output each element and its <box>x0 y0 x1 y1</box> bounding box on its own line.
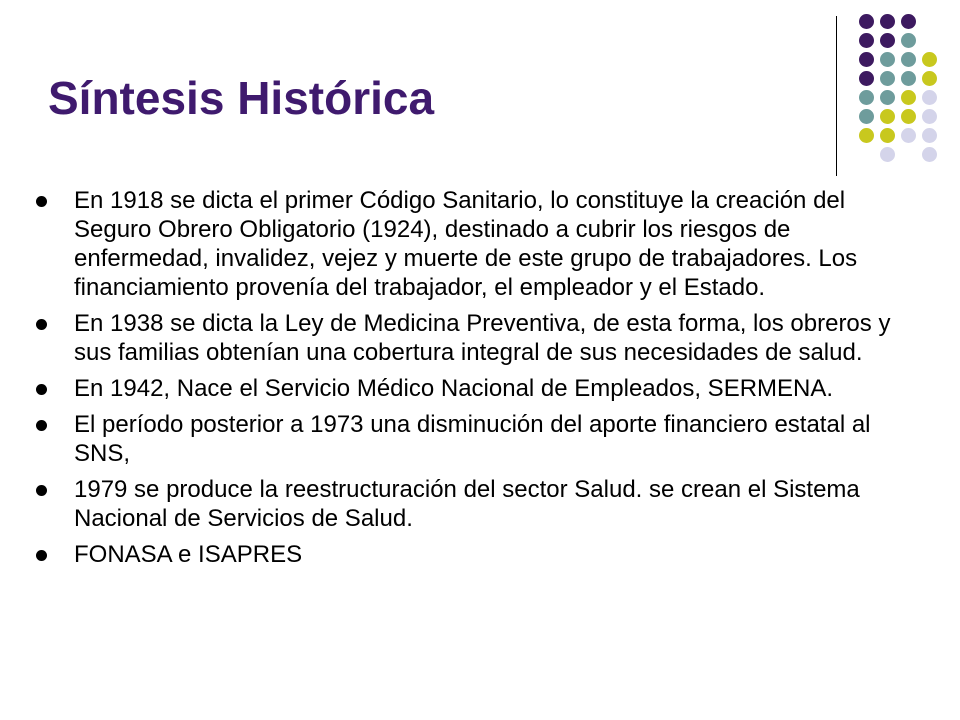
list-item <box>34 186 914 302</box>
decorative-dot-icon <box>901 33 916 48</box>
bullet-text: El período posterior a 1973 una disminución del aporte financiero estatal al SNS, <box>74 411 871 467</box>
bullet-dot-icon <box>36 420 47 431</box>
decorative-dot-icon <box>859 71 874 86</box>
decorative-dot-icon <box>901 52 916 67</box>
decorative-dot-icon <box>922 90 937 105</box>
decorative-dot-icon <box>859 109 874 124</box>
decorative-dot-icon <box>880 52 895 67</box>
decorative-dot-icon <box>922 52 937 67</box>
decorative-dot-icon <box>859 52 874 67</box>
decorative-dot-icon <box>880 90 895 105</box>
decorative-dot-icon <box>901 90 916 105</box>
decorative-dot-icon <box>901 14 916 29</box>
slide-title: Síntesis Histórica <box>48 72 435 124</box>
vertical-divider <box>836 16 837 176</box>
list-item <box>34 475 914 533</box>
decorative-dot-icon <box>880 109 895 124</box>
decorative-dot-icon <box>859 128 874 143</box>
bullet-text: En 1918 se dicta el primer Código Sanitario, lo constituye la creación del Seguro Obrero Obligatorio (1924), destinado a cubrir los riesgos de enfermedad, invalidez, vejez y muerte de este grupo de trabajadores. Los financiamiento provenía del trabajador, el empleador y el Estado. <box>74 187 858 301</box>
decorative-dot-icon <box>880 14 895 29</box>
decorative-dot-icon <box>859 90 874 105</box>
bullet-dot-icon <box>36 550 47 561</box>
bullet-dot-icon <box>36 384 47 395</box>
decorative-dot-icon <box>922 128 937 143</box>
bullet-dot-icon <box>36 196 47 207</box>
decorative-dot-icon <box>859 14 874 29</box>
decorative-dot-icon <box>901 71 916 86</box>
bullet-text: FONASA e ISAPRES <box>74 541 303 568</box>
list-item <box>34 374 914 403</box>
decorative-dot-icon <box>880 71 895 86</box>
decorative-dot-icon <box>922 147 937 162</box>
list-item <box>34 309 914 367</box>
decorative-dot-icon <box>922 109 937 124</box>
decorative-dot-icon <box>901 109 916 124</box>
decorative-dot-icon <box>880 147 895 162</box>
decorative-dot-icon <box>859 33 874 48</box>
list-item <box>34 410 914 468</box>
bullet-dot-icon <box>36 485 47 496</box>
decorative-dot-icon <box>880 33 895 48</box>
bullet-text: 1979 se produce la reestructuración del sector Salud. se crean el Sistema Nacional de Servicios de Salud. <box>74 476 860 532</box>
bullet-text: En 1938 se dicta la Ley de Medicina Preventiva, de esta forma, los obreros y sus familias obtenían una cobertura integral de sus necesidades de salud. <box>74 310 891 366</box>
decorative-dot-icon <box>901 128 916 143</box>
list-item <box>34 540 914 569</box>
bullet-dot-icon <box>36 319 47 330</box>
decorative-dot-icon <box>922 71 937 86</box>
bullet-text: En 1942, Nace el Servicio Médico Nacional de Empleados, SERMENA. <box>74 375 834 402</box>
decorative-dot-icon <box>880 128 895 143</box>
bullet-list <box>34 186 914 576</box>
